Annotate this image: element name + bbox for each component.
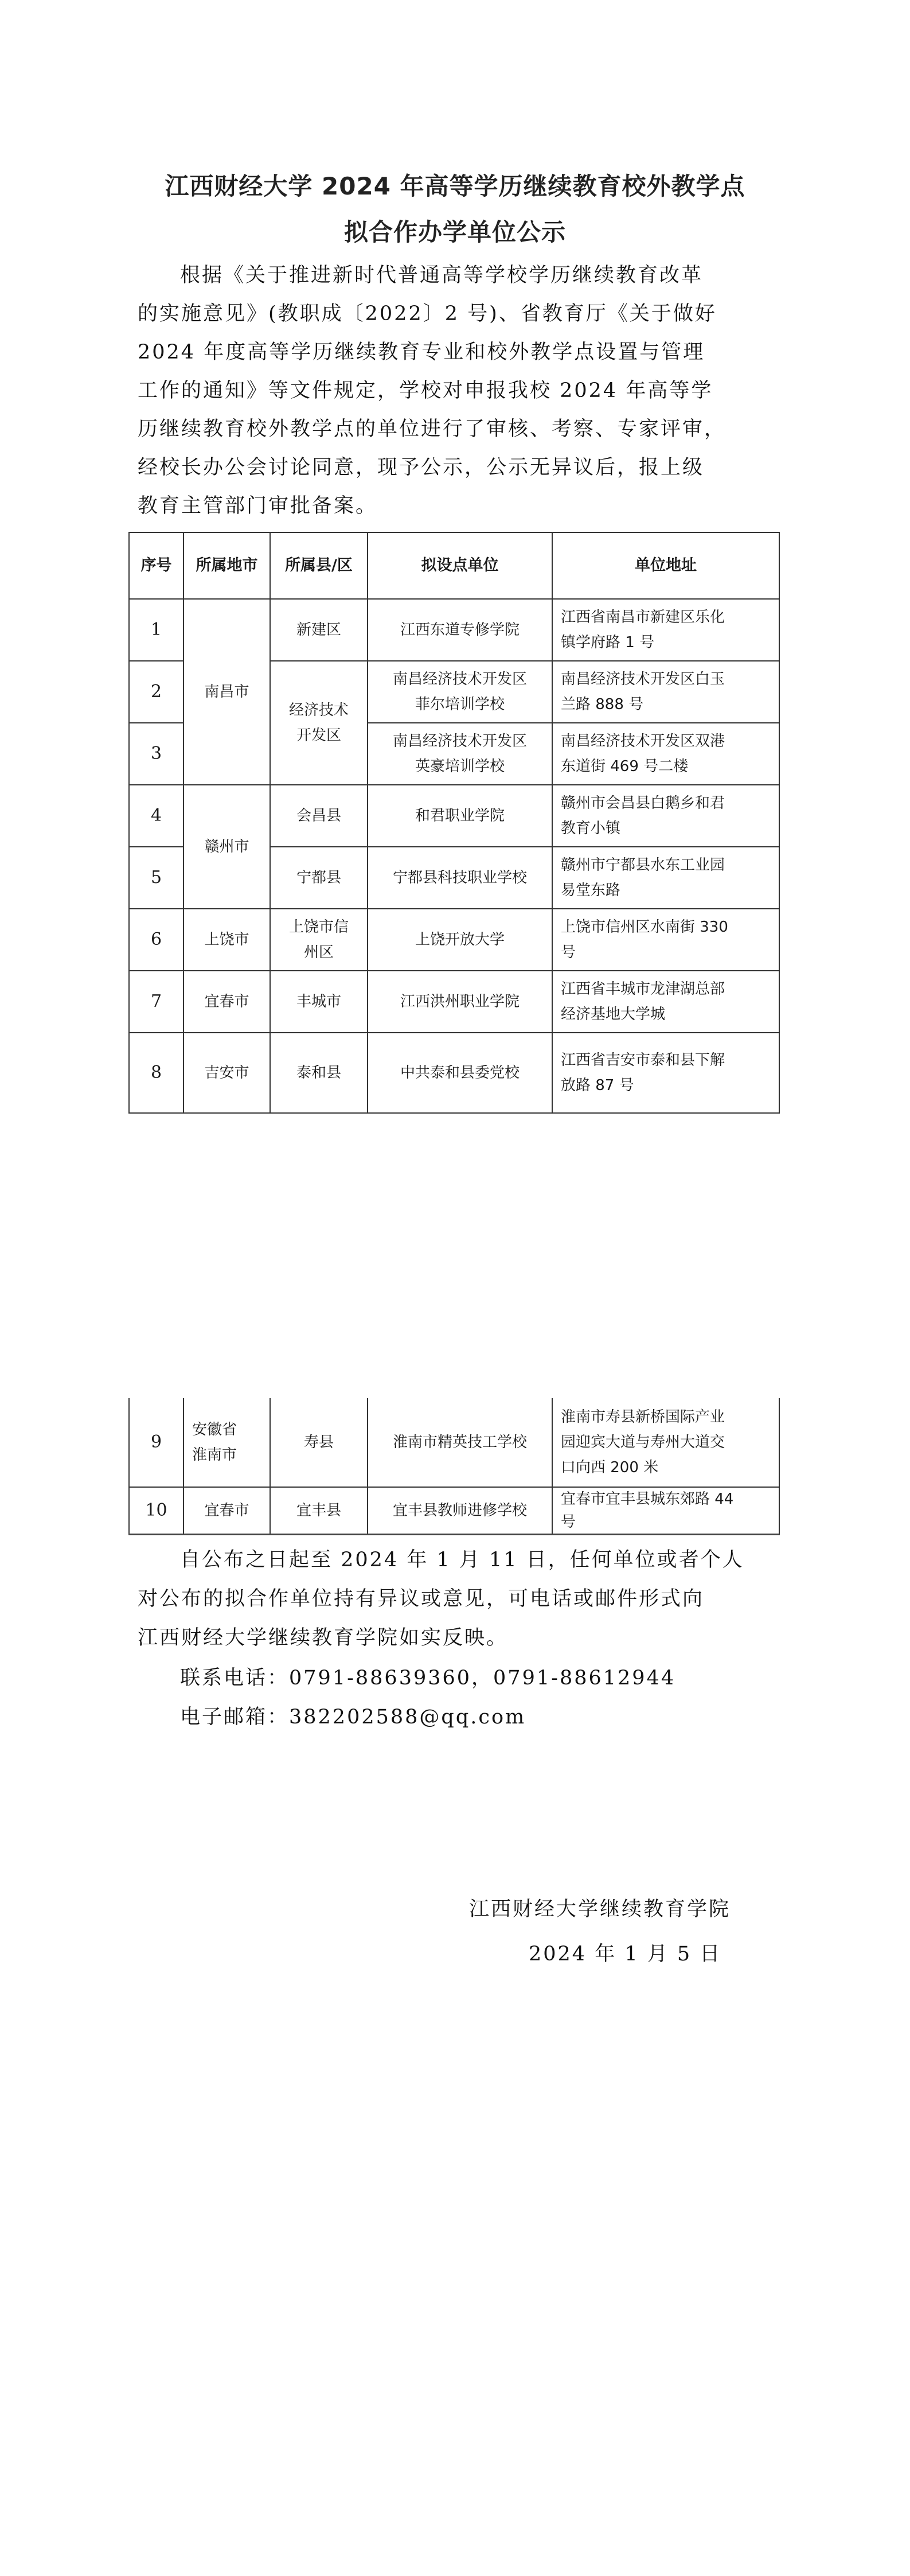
cell-no: 10	[129, 1487, 183, 1535]
cell-unit: 南昌经济技术开发区 英豪培训学校	[368, 723, 552, 785]
cell-county: 经济技术 开发区	[270, 661, 368, 785]
cell-address: 江西省丰城市龙津湖总部 经济基地大学城	[552, 971, 779, 1033]
cell-address: 江西省南昌市新建区乐化 镇学府路 1 号	[552, 599, 779, 661]
cell-address: 南昌经济技术开发区双港 东道街 469 号二楼	[552, 723, 779, 785]
cell-no: 6	[129, 909, 183, 971]
cell-address: 上饶市信州区水南街 330 号	[552, 909, 779, 971]
cell-address: 淮南市寿县新桥国际产业 园迎宾大道与寿州大道交 口向西 200 米	[552, 1398, 779, 1487]
cell-unit: 淮南市精英技工学校	[368, 1398, 552, 1487]
cell-no: 7	[129, 971, 183, 1033]
cell-address: 赣州市会昌县白鹅乡和君 教育小镇	[552, 785, 779, 847]
table-row	[129, 971, 779, 1033]
cell-county: 寿县	[270, 1398, 368, 1487]
cell-no: 2	[129, 661, 183, 723]
cell-city: 宜春市	[183, 971, 270, 1033]
table-row	[129, 1487, 779, 1535]
cell-no: 8	[129, 1033, 183, 1113]
intro-line: 根据《关于推进新时代普通高等学校学历继续教育改革	[180, 264, 704, 287]
cell-address: 江西省吉安市泰和县下解 放路 87 号	[552, 1033, 779, 1113]
cell-no: 4	[129, 785, 183, 847]
header-city: 所属地市	[183, 532, 270, 599]
cell-city: 南昌市	[183, 599, 270, 785]
intro-line: 2024 年度高等学历继续教育专业和校外教学点设置与管理	[138, 341, 705, 364]
cell-county: 泰和县	[270, 1033, 368, 1113]
closing-line: 自公布之日起至 2024 年 1 月 11 日，任何单位或者个人	[180, 1548, 744, 1571]
cell-unit: 江西洪州职业学院	[368, 971, 552, 1033]
header-county: 所属县/区	[270, 532, 368, 599]
cell-county: 丰城市	[270, 971, 368, 1033]
cell-unit: 宁都县科技职业学校	[368, 847, 552, 909]
cell-county: 上饶市信 州区	[270, 909, 368, 971]
cell-county: 宁都县	[270, 847, 368, 909]
signature-org: 江西财经大学继续教育学院	[469, 1898, 731, 1921]
cell-city: 宜春市	[183, 1487, 270, 1535]
cell-no: 5	[129, 847, 183, 909]
cell-city: 赣州市	[183, 785, 270, 909]
cell-address: 赣州市宁都县水东工业园 易堂东路	[552, 847, 779, 909]
closing-line: 江西财经大学继续教育学院如实反映。	[138, 1626, 509, 1649]
header-unit: 拟设点单位	[368, 532, 552, 599]
cell-no: 1	[129, 599, 183, 661]
document-title-line1: 江西财经大学 2024 年高等学历继续教育校外教学点	[165, 172, 745, 200]
table-row	[129, 1398, 779, 1487]
cooperation-units-table	[128, 532, 780, 1114]
cell-unit: 中共泰和县委党校	[368, 1033, 552, 1113]
cell-unit: 和君职业学院	[368, 785, 552, 847]
cell-no: 9	[129, 1398, 183, 1487]
cell-address: 宜春市宜丰县城东郊路 44 号	[552, 1487, 779, 1535]
cell-county: 新建区	[270, 599, 368, 661]
table-row	[129, 909, 779, 971]
intro-line: 教育主管部门审批备案。	[138, 495, 378, 517]
table-header-row	[129, 532, 779, 599]
header-address: 单位地址	[552, 532, 779, 599]
cell-county: 会昌县	[270, 785, 368, 847]
cell-county: 宜丰县	[270, 1487, 368, 1535]
table-row	[129, 1033, 779, 1113]
cell-no: 3	[129, 723, 183, 785]
intro-line: 经校长办公会讨论同意，现予公示，公示无异议后，报上级	[138, 456, 705, 479]
cell-city: 吉安市	[183, 1033, 270, 1113]
intro-line: 历继续教育校外教学点的单位进行了审核、考察、专家评审，	[138, 418, 727, 441]
cell-city: 上饶市	[183, 909, 270, 971]
document-title-line2: 拟合作办学单位公示	[343, 218, 566, 246]
cell-unit: 上饶开放大学	[368, 909, 552, 971]
contact-phone: 联系电话：0791-88639360，0791-88612944	[180, 1667, 676, 1690]
cooperation-units-table-continued	[128, 1398, 780, 1535]
cell-address: 南昌经济技术开发区白玉 兰路 888 号	[552, 661, 779, 723]
intro-line: 的实施意见》(教职成〔2022〕2 号)、省教育厅《关于做好	[138, 302, 717, 325]
closing-line: 对公布的拟合作单位持有异议或意见，可电话或邮件形式向	[138, 1587, 705, 1610]
intro-line: 工作的通知》等文件规定，学校对申报我校 2024 年高等学	[138, 379, 713, 402]
cell-unit: 南昌经济技术开发区 菲尔培训学校	[368, 661, 552, 723]
header-no: 序号	[129, 532, 183, 599]
cell-unit: 江西东道专修学院	[368, 599, 552, 661]
cell-unit: 宜丰县教师进修学校	[368, 1487, 552, 1535]
cell-city: 安徽省 淮南市	[183, 1398, 270, 1487]
table-row	[129, 599, 779, 661]
contact-email: 电子邮箱：382202588@qq.com	[180, 1706, 526, 1729]
signature-date: 2024 年 1 月 5 日	[529, 1943, 722, 1966]
table-row	[129, 785, 779, 847]
